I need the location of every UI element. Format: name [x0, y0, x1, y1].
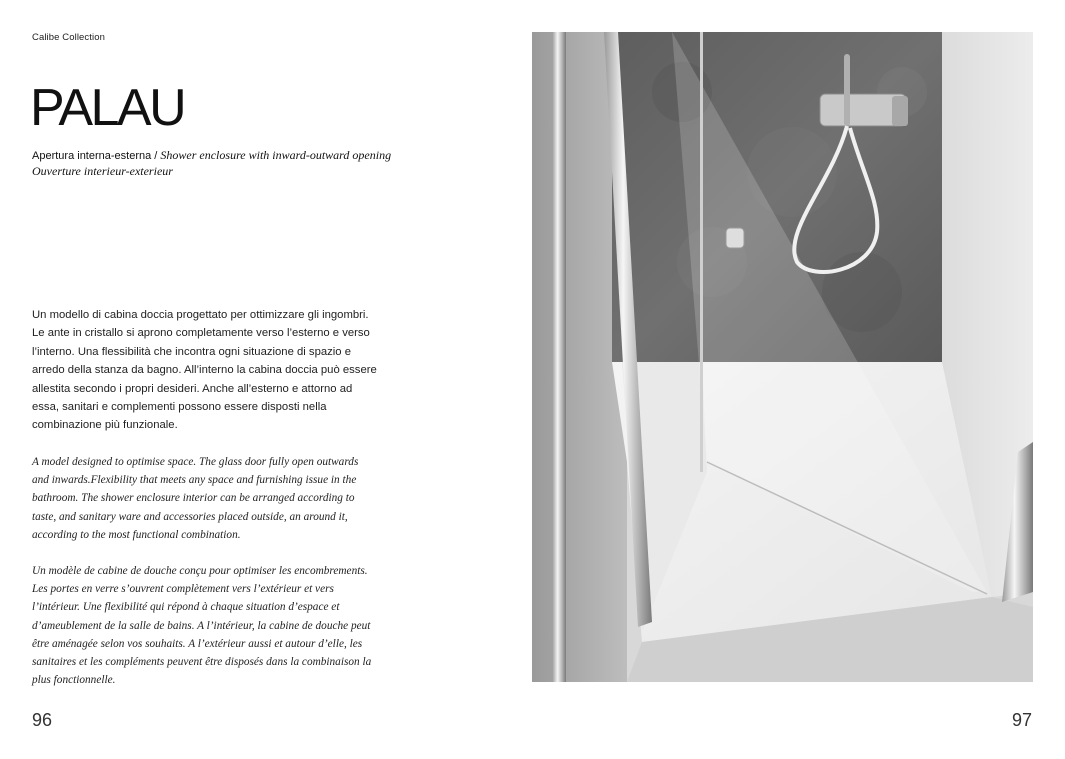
mixer-handle — [892, 96, 908, 126]
chrome-profile-left — [552, 32, 566, 682]
hand-shower — [844, 54, 850, 126]
shower-enclosure-photo — [532, 32, 1033, 682]
description-english: A model designed to optimise space. The glass door fully open outwards and inwards.Flexibility that meets any space and furnishing issue in the bathroom. The shower enclosure interior can be arranged according to taste, and sanitary ware and accessories placed outside, an around it, according to the most functional combination. — [32, 456, 359, 541]
subtitle — [32, 148, 412, 180]
subtitle-fr: Ouverture interieur-exterieur — [32, 164, 173, 178]
page-number-left: 96 — [32, 710, 53, 730]
subtitle-it: Apertura interna-esterna / — [32, 150, 161, 162]
page-number-right: 97 — [1011, 710, 1032, 730]
shower-illustration — [532, 32, 1033, 682]
description-italian: Un modello di cabina doccia progettato per ottimizzare gli ingombri. Le ante in cristallo si aprono completamente verso l’esterno e verso l’interno. Una flessibilità che incontra ogni situazione di spazio e arredo della stanza da bagno. All’interno la cabina doccia può essere allestita secondo i propri desideri. Anche all’esterno e attorno ad essa, sanitari e complementi possono essere disposti nella combinazione più funzionale. — [32, 309, 377, 432]
collection-label: Calibe Collection — [32, 32, 105, 43]
description-french: Un modèle de cabine de douche conçu pour optimiser les encombrements. Les portes en verre s’ouvrent complètement vers l’extérieur et vers l’intérieur. Une flexibilité qui répond à chaque situation d’espace et d’ameublement de la salle de bains. A l’intérieur, la cabine de douche peut être aménagée selon vos souhaits. A l’extérieur aussi et autour d’elle, les sanitaires et les compléments peuvent être disposés dans la combinaison la plus fonctionnelle. — [32, 565, 372, 687]
door-knob — [726, 228, 744, 248]
glass-edge — [700, 32, 703, 472]
page-title: PALAU — [30, 79, 185, 137]
subtitle-en: Shower enclosure with inward-outward opening — [160, 148, 392, 162]
